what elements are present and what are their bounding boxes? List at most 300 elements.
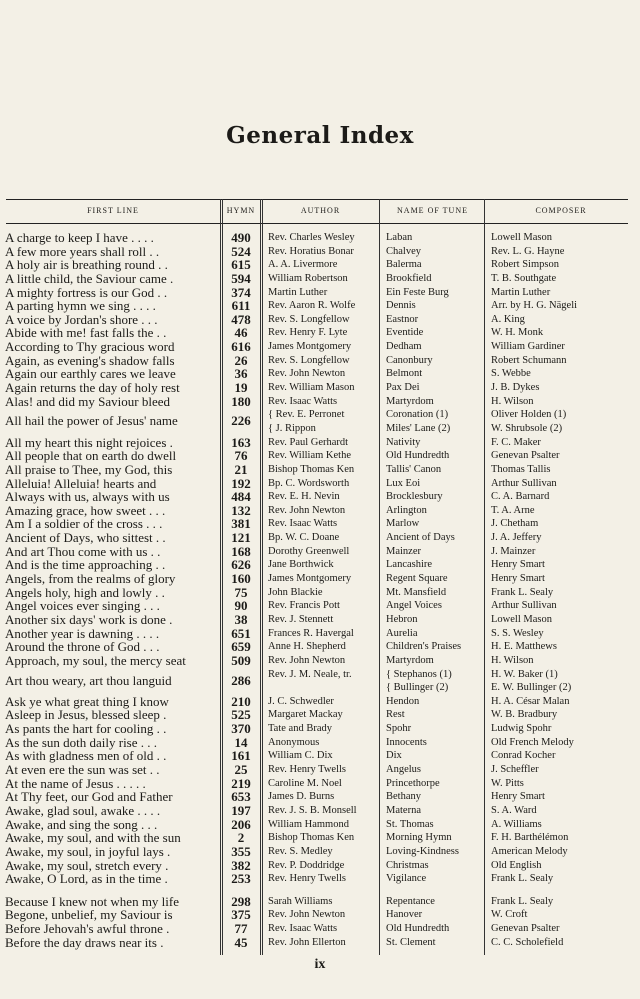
tune-cell: Arlington bbox=[386, 504, 427, 516]
table-row bbox=[0, 908, 640, 922]
hymn-number-cell: 160 bbox=[231, 571, 251, 587]
tune-cell: Martyrdom bbox=[386, 395, 434, 407]
tune-cell: Princethorpe bbox=[386, 777, 440, 789]
composer-cell-line: E. W. Bullinger (2) bbox=[491, 682, 572, 694]
composer-cell: Frank L. Sealy bbox=[491, 586, 554, 598]
hymn-number-cell: 490 bbox=[231, 230, 251, 245]
composer-cell-line: H. W. Baker (1) bbox=[491, 668, 558, 680]
hymn-number-cell: 370 bbox=[231, 721, 251, 737]
tune-cell: Angel Voices bbox=[386, 600, 442, 612]
composer-cell: Robert Simpson bbox=[491, 259, 559, 271]
hymn-number-cell: 355 bbox=[231, 843, 251, 859]
hymn-number-cell: 626 bbox=[231, 557, 251, 573]
tune-cell: Rest bbox=[386, 709, 405, 721]
first-line-cell: As the sun doth daily rise . . . bbox=[5, 735, 158, 750]
table-row bbox=[0, 299, 640, 313]
composer-cell: Genevan Psalter bbox=[491, 450, 560, 462]
author-cell: Rev. S. Medley bbox=[268, 845, 333, 857]
author-cell: Rev. John Newton bbox=[268, 504, 346, 516]
first-line-cell: At Thy feet, our God and Father bbox=[5, 790, 173, 805]
tune-cell: Laban bbox=[386, 232, 413, 243]
tune-cell: Mainzer bbox=[386, 545, 421, 557]
composer-cell: J. Mainzer bbox=[491, 545, 536, 557]
table-row bbox=[0, 558, 640, 572]
author-cell: Rev. S. Longfellow bbox=[268, 354, 350, 366]
composer-cell: A. King bbox=[491, 313, 525, 325]
tune-cell: Mt. Mansfield bbox=[386, 586, 447, 598]
author-cell: Margaret Mackay bbox=[268, 709, 343, 721]
table-row bbox=[0, 722, 640, 736]
hymn-number-cell: 616 bbox=[231, 339, 251, 355]
composer-cell: Rev. L. G. Hayne bbox=[491, 245, 565, 257]
tune-cell: Tallis' Canon bbox=[386, 463, 442, 475]
first-line-cell: Again returns the day of holy rest bbox=[5, 381, 180, 396]
first-line-cell: All praise to Thee, my God, this bbox=[5, 462, 173, 477]
composer-cell: T. B. Southgate bbox=[491, 272, 557, 284]
author-cell: J. C. Schwedler bbox=[268, 695, 334, 707]
composer-cell: C. A. Barnard bbox=[491, 491, 550, 503]
hymn-number-cell: 525 bbox=[231, 707, 251, 723]
table-row bbox=[0, 545, 640, 559]
author-cell: Bishop Thomas Ken bbox=[268, 463, 355, 475]
table-row bbox=[0, 381, 640, 395]
composer-cell: C. C. Scholefield bbox=[491, 936, 564, 948]
author-cell: Rev. Henry F. Lyte bbox=[268, 327, 348, 339]
author-cell: Rev. William Kethe bbox=[268, 450, 351, 462]
hymn-number-cell: 509 bbox=[231, 652, 251, 668]
tune-cell: Spohr bbox=[386, 723, 412, 735]
hymn-number-cell: 210 bbox=[231, 693, 251, 709]
tune-cell: Angelus bbox=[386, 764, 421, 776]
composer-cell: S. A. Ward bbox=[491, 804, 537, 816]
author-cell: Rev. John Newton bbox=[268, 368, 346, 380]
table-top-rule bbox=[6, 199, 628, 200]
tune-cell: Brookfield bbox=[386, 272, 432, 284]
author-cell: Rev. Isaac Watts bbox=[268, 923, 338, 935]
composer-cell: American Melody bbox=[491, 845, 568, 857]
tune-cell: Regent Square bbox=[386, 573, 448, 585]
tune-cell: Old Hundredth bbox=[386, 923, 450, 935]
tune-cell: Dix bbox=[386, 750, 402, 762]
first-line-cell: A few more years shall roll . . bbox=[5, 244, 160, 259]
author-cell: Frances R. Havergal bbox=[268, 627, 354, 639]
author-cell: William Robertson bbox=[268, 272, 348, 284]
author-cell: Rev. Isaac Watts bbox=[268, 518, 338, 530]
first-line-cell: Because I knew not when my life bbox=[5, 894, 180, 909]
author-cell: James Montgomery bbox=[268, 341, 352, 353]
first-line-cell: Approach, my soul, the mercy seat bbox=[5, 653, 186, 668]
tune-cell: Eventide bbox=[386, 327, 424, 339]
first-line-cell: Abide with me! fast falls the . . bbox=[5, 326, 167, 341]
composer-cell: Henry Smart bbox=[491, 573, 545, 585]
tune-cell: Repentance bbox=[386, 895, 435, 907]
tune-cell: Eastnor bbox=[386, 313, 419, 325]
composer-cell: H. Wilson bbox=[491, 654, 534, 666]
tune-cell: Children's Praises bbox=[386, 641, 462, 653]
hymn-number-cell: 219 bbox=[231, 775, 251, 791]
table-row bbox=[0, 895, 640, 909]
hymn-number-cell: 375 bbox=[231, 907, 251, 923]
composer-cell: Robert Schumann bbox=[491, 354, 567, 366]
table-row bbox=[0, 818, 640, 832]
composer-cell: J. B. Dykes bbox=[491, 382, 540, 394]
table-row bbox=[0, 463, 640, 477]
hymn-number-cell: 197 bbox=[231, 802, 251, 818]
first-line-cell: At even ere the sun was set . . bbox=[5, 763, 160, 778]
table-row bbox=[0, 845, 640, 859]
first-line-cell: All my heart this night rejoices . bbox=[5, 435, 173, 450]
composer-cell: William Gardiner bbox=[491, 341, 565, 353]
author-cell: Rev. Charles Wesley bbox=[268, 232, 355, 243]
composer-cell: Arthur Sullivan bbox=[491, 600, 557, 612]
author-cell: Martin Luther bbox=[268, 286, 328, 298]
tune-cell: Dedham bbox=[386, 341, 422, 353]
first-line-cell: Alas! and did my Saviour bleed bbox=[5, 394, 170, 409]
author-cell: Rev. Francis Pott bbox=[268, 600, 340, 612]
tune-cell-line: Miles' Lane (2) bbox=[386, 422, 451, 434]
hymn-number-cell: 192 bbox=[231, 475, 251, 491]
hymn-number-cell: 611 bbox=[231, 298, 251, 314]
first-line-cell: Awake, my soul, in joyful lays . bbox=[5, 844, 171, 859]
composer-cell: Arthur Sullivan bbox=[491, 477, 557, 489]
first-line-cell: Asleep in Jesus, blessed sleep . bbox=[5, 708, 167, 723]
table-row bbox=[0, 340, 640, 354]
tune-cell: Marlow bbox=[386, 518, 420, 530]
composer-cell bbox=[491, 668, 637, 695]
table-row bbox=[0, 367, 640, 381]
author-cell: Rev. J. Stennett bbox=[268, 613, 334, 625]
first-line-cell: And art Thou come with us . . bbox=[5, 544, 161, 559]
page-title: General Index bbox=[226, 122, 414, 149]
tune-cell: Materna bbox=[386, 804, 421, 816]
author-cell: Rev. Paul Gerhardt bbox=[268, 436, 349, 448]
header-tune: NAME OF TUNE bbox=[397, 206, 468, 215]
tune-cell: Ein Feste Burg bbox=[386, 286, 449, 298]
table-row bbox=[0, 790, 640, 804]
tune-cell: Brocklesbury bbox=[386, 491, 443, 503]
hymn-number-cell: 168 bbox=[231, 543, 251, 559]
first-line-cell: Again our earthly cares we leave bbox=[5, 367, 176, 382]
hymn-number-cell: 180 bbox=[231, 393, 251, 409]
tune-cell: Martyrdom bbox=[386, 654, 434, 666]
hymn-number-cell: 77 bbox=[234, 921, 248, 937]
header-author: AUTHOR bbox=[300, 206, 341, 215]
composer-cell: H. E. Matthews bbox=[491, 641, 557, 653]
hymn-number-cell: 26 bbox=[234, 352, 248, 368]
composer-cell: W. Croft bbox=[491, 909, 528, 921]
index-table-body bbox=[0, 231, 640, 949]
table-row bbox=[0, 272, 640, 286]
first-line-cell: As with gladness men of old . . bbox=[5, 749, 167, 764]
author-cell: Rev. E. H. Nevin bbox=[268, 491, 340, 503]
hymn-number-cell: 76 bbox=[234, 448, 248, 464]
author-cell: Rev. S. Longfellow bbox=[268, 313, 350, 325]
first-line-cell: Awake, O Lord, as in the time . bbox=[5, 872, 168, 887]
author-cell: Jane Borthwick bbox=[268, 559, 334, 571]
header-rule bbox=[6, 223, 628, 224]
table-row bbox=[0, 286, 640, 300]
table-row bbox=[0, 668, 640, 695]
first-line-cell: A charge to keep I have . . . . bbox=[5, 231, 154, 245]
tune-cell: Balerma bbox=[386, 259, 422, 271]
composer-cell: S. S. Wesley bbox=[491, 627, 544, 639]
header-first-line: FIRST LINE bbox=[87, 206, 139, 215]
author-cell: Anonymous bbox=[268, 736, 320, 748]
table-row bbox=[0, 708, 640, 722]
composer-cell: Thomas Tallis bbox=[491, 463, 551, 475]
author-cell: Tate and Brady bbox=[268, 723, 332, 735]
tune-cell: Ancient of Days bbox=[386, 532, 455, 544]
table-row bbox=[0, 777, 640, 791]
author-cell: Rev. P. Doddridge bbox=[268, 859, 345, 871]
composer-cell: Genevan Psalter bbox=[491, 923, 560, 935]
first-line-cell: Awake, glad soul, awake . . . . bbox=[5, 803, 161, 818]
author-cell: Bp. W. C. Doane bbox=[268, 532, 340, 544]
tune-cell: Lux Eoi bbox=[386, 477, 421, 489]
composer-cell: H. Wilson bbox=[491, 395, 534, 407]
composer-cell: Martin Luther bbox=[491, 286, 551, 298]
hymn-number-cell: 45 bbox=[234, 934, 248, 950]
tune-cell: Lancashire bbox=[386, 559, 433, 571]
author-cell: Anne H. Shepherd bbox=[268, 641, 346, 653]
author-cell-line: { Rev. E. Perronet bbox=[268, 409, 345, 421]
first-line-cell: Angel voices ever singing . . . bbox=[5, 599, 160, 614]
hymn-number-cell: 90 bbox=[234, 598, 248, 614]
composer-cell-line: W. Shrubsole (2) bbox=[491, 422, 563, 434]
table-row bbox=[0, 517, 640, 531]
table-row bbox=[0, 231, 640, 245]
first-line-cell: Another year is dawning . . . . bbox=[5, 626, 160, 641]
hymn-number-cell: 478 bbox=[231, 311, 251, 327]
first-line-cell: Alleluia! Alleluia! hearts and bbox=[5, 476, 157, 491]
table-row bbox=[0, 326, 640, 340]
header-hymn: HYMN bbox=[226, 206, 256, 215]
hymn-number-cell: 75 bbox=[234, 584, 248, 600]
table-row bbox=[0, 245, 640, 259]
hymn-number-cell: 298 bbox=[231, 893, 251, 909]
composer-cell: T. A. Arne bbox=[491, 504, 535, 516]
composer-cell: F. C. Maker bbox=[491, 436, 541, 448]
author-cell bbox=[268, 408, 380, 435]
hymn-number-cell: 286 bbox=[231, 672, 251, 688]
composer-cell: F. H. Barthélémon bbox=[491, 832, 569, 844]
table-row bbox=[0, 531, 640, 545]
table-row bbox=[0, 804, 640, 818]
hymn-number-cell: 382 bbox=[231, 857, 251, 873]
tune-cell: Vigilance bbox=[386, 873, 427, 885]
tune-cell: Hendon bbox=[386, 695, 420, 707]
table-row bbox=[0, 640, 640, 654]
first-line-cell: All hail the power of Jesus' name bbox=[5, 414, 178, 429]
table-row bbox=[0, 408, 640, 435]
hymn-number-cell: 659 bbox=[231, 639, 251, 655]
tune-cell: St. Clement bbox=[386, 936, 436, 948]
composer-cell: Arr. by H. G. Nägeli bbox=[491, 300, 578, 312]
tune-cell: Dennis bbox=[386, 300, 416, 312]
composer-cell: Lowell Mason bbox=[491, 613, 552, 625]
composer-cell: H. A. César Malan bbox=[491, 695, 570, 707]
table-row bbox=[0, 613, 640, 627]
hymn-number-cell: 25 bbox=[234, 762, 248, 778]
table-row bbox=[0, 258, 640, 272]
table-row bbox=[0, 572, 640, 586]
table-row bbox=[0, 627, 640, 641]
hymn-number-cell: 484 bbox=[231, 489, 251, 505]
tune-cell: Hebron bbox=[386, 613, 418, 625]
author-cell: Rev. Henry Twells bbox=[268, 873, 347, 885]
first-line-cell: Always with us, always with us bbox=[5, 490, 170, 505]
hymn-number-cell: 594 bbox=[231, 270, 251, 286]
composer-cell: W. Pitts bbox=[491, 777, 524, 789]
hymn-number-cell: 206 bbox=[231, 816, 251, 832]
first-line-cell: A holy air is breathing round . . bbox=[5, 258, 168, 273]
author-cell-line: { J. Rippon bbox=[268, 422, 316, 434]
hymn-number-cell: 651 bbox=[231, 625, 251, 641]
author-cell: Rev. William Mason bbox=[268, 382, 355, 394]
tune-cell: Chalvey bbox=[386, 245, 421, 257]
tune-cell bbox=[386, 668, 486, 695]
first-line-cell: Awake, my soul, and with the sun bbox=[5, 831, 181, 846]
first-line-cell: Another six days' work is done . bbox=[5, 612, 173, 627]
hymn-number-cell: 21 bbox=[234, 461, 248, 477]
first-line-cell: Angels, from the realms of glory bbox=[5, 572, 176, 587]
hymn-number-cell: 226 bbox=[231, 413, 251, 429]
page-number: ix bbox=[314, 957, 326, 972]
author-cell: Rev. John Newton bbox=[268, 909, 346, 921]
first-line-cell: Ask ye what great thing I know bbox=[5, 694, 169, 709]
composer-cell: Lowell Mason bbox=[491, 232, 552, 243]
first-line-cell: A mighty fortress is our God . . bbox=[5, 285, 168, 300]
table-row bbox=[0, 654, 640, 668]
tune-cell: St. Thomas bbox=[386, 818, 434, 830]
table-row bbox=[0, 749, 640, 763]
author-cell: Dorothy Greenwell bbox=[268, 545, 350, 557]
tune-cell: Aurelia bbox=[386, 627, 418, 639]
first-line-cell: A parting hymn we sing . . . . bbox=[5, 299, 156, 314]
tune-cell: Nativity bbox=[386, 436, 421, 448]
composer-cell: Conrad Kocher bbox=[491, 750, 556, 762]
tune-cell-line: { Bullinger (2) bbox=[386, 682, 449, 694]
hymn-number-cell: 381 bbox=[231, 516, 251, 532]
first-line-cell: A little child, the Saviour came . bbox=[5, 271, 174, 286]
hymn-number-cell: 46 bbox=[234, 325, 248, 341]
author-cell: Rev. Aaron R. Wolfe bbox=[268, 300, 356, 312]
author-cell: Rev. J. S. B. Monsell bbox=[268, 804, 357, 816]
first-line-cell: Angels holy, high and lowly . . bbox=[5, 585, 165, 600]
tune-cell: Loving-Kindness bbox=[386, 845, 459, 857]
tune-cell: Innocents bbox=[386, 736, 427, 748]
tune-cell: Belmont bbox=[386, 368, 423, 380]
composer-cell: J. Chetham bbox=[491, 518, 539, 530]
author-cell: Bp. C. Wordsworth bbox=[268, 477, 350, 489]
author-cell: A. A. Livermore bbox=[268, 259, 338, 271]
first-line-cell: Art thou weary, art thou languid bbox=[5, 673, 172, 688]
first-line-cell: Before Jehovah's awful throne . bbox=[5, 922, 170, 937]
composer-cell: Old English bbox=[491, 859, 542, 871]
first-line-cell: Around the throne of God . . . bbox=[5, 640, 160, 655]
table-row bbox=[0, 695, 640, 709]
table-row bbox=[0, 859, 640, 873]
author-cell: Rev. Isaac Watts bbox=[268, 395, 338, 407]
author-cell: Caroline M. Noel bbox=[268, 777, 342, 789]
table-row bbox=[0, 586, 640, 600]
table-row bbox=[0, 490, 640, 504]
composer-cell: W. H. Monk bbox=[491, 327, 544, 339]
first-line-cell: And is the time approaching . . bbox=[5, 558, 166, 573]
author-cell: Rev. J. M. Neale, tr. bbox=[268, 668, 352, 680]
hymn-number-cell: 132 bbox=[231, 502, 251, 518]
first-line-cell: Before the day draws near its . bbox=[5, 935, 164, 950]
composer-cell: A. Williams bbox=[491, 818, 542, 830]
table-row bbox=[0, 936, 640, 950]
first-line-cell: Ancient of Days, who sittest . . bbox=[5, 531, 166, 546]
hymn-number-cell: 524 bbox=[231, 243, 251, 259]
table-row bbox=[0, 763, 640, 777]
author-cell: Rev. Henry Twells bbox=[268, 764, 347, 776]
author-cell: Sarah Williams bbox=[268, 895, 333, 907]
hymn-number-cell: 2 bbox=[237, 830, 245, 846]
first-line-cell: As pants the hart for cooling . . bbox=[5, 722, 167, 737]
author-cell: William Hammond bbox=[268, 818, 349, 830]
author-cell: Rev. John Newton bbox=[268, 654, 346, 666]
table-row bbox=[0, 354, 640, 368]
tune-cell-line: { Stephanos (1) bbox=[386, 668, 452, 680]
tune-cell bbox=[386, 408, 486, 435]
first-line-cell: A voice by Jordan's shore . . . bbox=[5, 312, 158, 327]
table-row bbox=[0, 395, 640, 409]
author-cell: Rev. Horatius Bonar bbox=[268, 245, 354, 257]
tune-cell: Pax Dei bbox=[386, 382, 420, 394]
tune-cell: Hanover bbox=[386, 909, 423, 921]
hymn-number-cell: 121 bbox=[231, 530, 251, 546]
composer-cell: J. Scheffler bbox=[491, 764, 539, 776]
first-line-cell: Am I a soldier of the cross . . . bbox=[5, 517, 163, 532]
tune-cell: Bethany bbox=[386, 791, 421, 803]
composer-cell bbox=[491, 408, 637, 435]
table-row bbox=[0, 449, 640, 463]
author-cell: John Blackie bbox=[268, 586, 323, 598]
first-line-cell: Begone, unbelief, my Saviour is bbox=[5, 908, 173, 923]
first-line-cell: At the name of Jesus . . . . . bbox=[5, 776, 146, 791]
composer-cell: J. A. Jeffery bbox=[491, 532, 542, 544]
composer-cell: Henry Smart bbox=[491, 791, 545, 803]
author-cell: Rev. John Ellerton bbox=[268, 936, 346, 948]
hymn-number-cell: 161 bbox=[231, 748, 251, 764]
first-line-cell: Awake, and sing the song . . . bbox=[5, 817, 158, 832]
table-row bbox=[0, 599, 640, 613]
first-line-cell: According to Thy gracious word bbox=[5, 340, 175, 355]
first-line-cell: All people that on earth do dwell bbox=[5, 449, 177, 464]
author-cell: Bishop Thomas Ken bbox=[268, 832, 355, 844]
composer-cell: Ludwig Spohr bbox=[491, 723, 552, 735]
table-row bbox=[0, 831, 640, 845]
table-row bbox=[0, 504, 640, 518]
table-row bbox=[0, 313, 640, 327]
header-composer: COMPOSER bbox=[535, 206, 587, 215]
table-row bbox=[0, 477, 640, 491]
composer-cell-line: Oliver Holden (1) bbox=[491, 409, 567, 421]
author-cell: James Montgomery bbox=[268, 573, 352, 585]
tune-cell: Morning Hymn bbox=[386, 832, 452, 844]
first-line-cell: Again, as evening's shadow falls bbox=[5, 353, 175, 368]
composer-cell: S. Webbe bbox=[491, 368, 531, 380]
tune-cell-line: Coronation (1) bbox=[386, 409, 449, 421]
hymn-number-cell: 14 bbox=[234, 734, 248, 750]
hymn-number-cell: 19 bbox=[234, 380, 248, 396]
table-row bbox=[0, 436, 640, 450]
hymn-number-cell: 38 bbox=[234, 611, 248, 627]
hymn-number-cell: 374 bbox=[231, 284, 251, 300]
